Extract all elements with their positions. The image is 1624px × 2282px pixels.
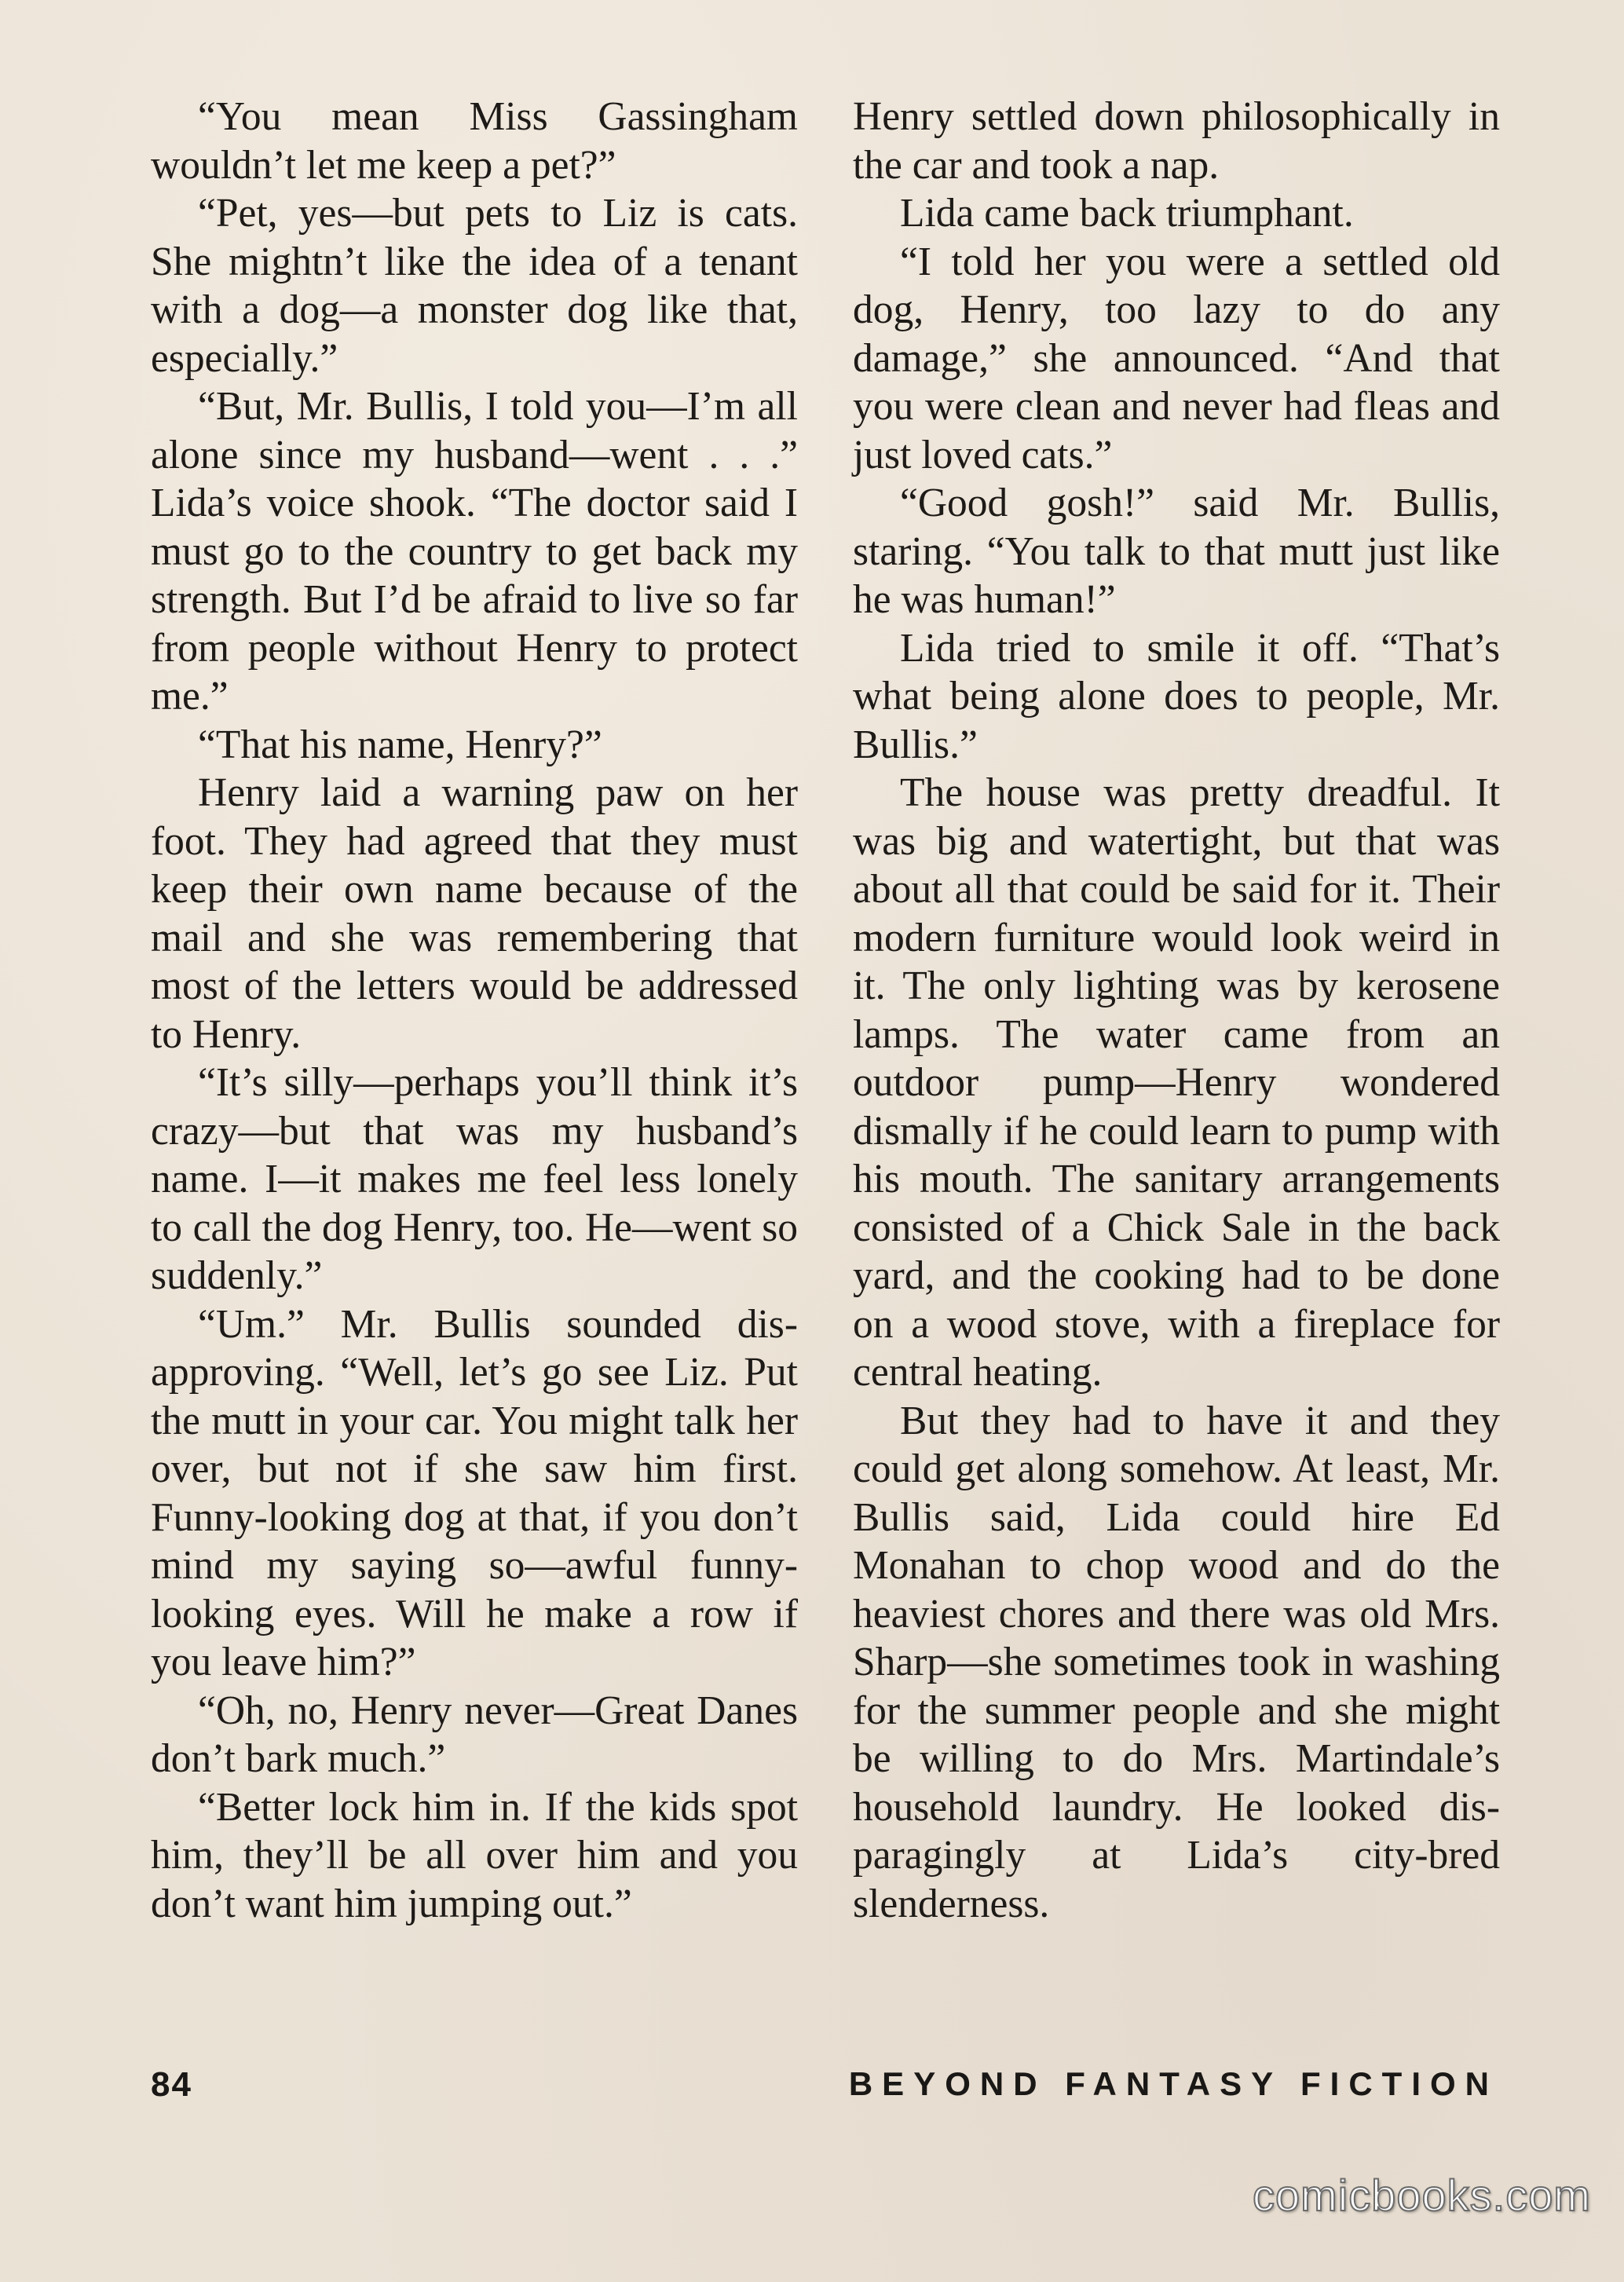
paragraph: “Good gosh!” said Mr. Bullis, staring. “You talk to that mutt just like he was human!”: [853, 481, 1500, 622]
paragraph: Lida came back triumphant.: [900, 191, 1354, 236]
paragraph: “Pet, yes—but pets to Liz is cats. She mightn’t like the idea of a tenant with a dog—a monster dog like that, especially.”: [151, 191, 798, 381]
paragraph: Henry settled down philosophically in the car and took a nap.: [853, 94, 1500, 188]
paragraph: “But, Mr. Bullis, I told you—I’m all alone since my husband—went . . .” Lida’s voice shook. “The doctor said I must go to the country to get back my strength. But I’d be afraid to live so far from people without Henry to protect me.”: [151, 384, 798, 719]
paragraph: The house was pretty dreadful. It was big and watertight, but that was about all that could be said for it. Their modern furniture would look weird in it. The only lighting was by kerosene lamps. The water came from an outdoor pump—Henry wondered dismally if he could learn to pump with his mouth. The sanitary arrangements consisted of a Chick Sale in the back yard, and the cooking had to be done on a wood stove, with a fireplace for central heating.: [853, 770, 1500, 1395]
paragraph: “It’s silly—perhaps you’ll think it’s crazy—but that was my husband’s name. I—it makes me feel less lonely to call the dog Henry, too. He—went so suddenly.”: [151, 1060, 798, 1298]
paragraph: Lida tried to smile it off. “That’s what being alone does to people, Mr. Bullis.”: [853, 625, 1500, 767]
running-title: BEYOND FANTASY FICTION: [848, 2065, 1498, 2102]
paragraph: Henry laid a warning paw on her foot. They had agreed that they must keep their own name because of the mail and she was remembering that most of the letters would be addressed to Henry.: [151, 770, 798, 1057]
paragraph: “That his name, Henry?”: [198, 722, 602, 767]
page-number: 84: [151, 2065, 192, 2104]
paragraph: “Um.” Mr. Bullis sounded disapproving. “Well, let’s go see Liz. Put the mutt in your car. You might talk her over, but not if she saw him first. Funny-looking dog at that, if you don’t mind my saying so—awful funny-looking eyes. Will he make a row if you leave him?”: [151, 1301, 798, 1684]
paragraph: But they had to have it and they could get along somehow. At least, Mr. Bullis said, Lida could hire Ed Monahan to chop wood and do the heaviest chores and there was old Mrs. Sharp—she sometimes took in washing for the summer people and she might be willing to do Mrs. Martindale’s household laundry. He looked disparagingly at Lida’s city-bred slenderness.: [853, 1398, 1500, 1926]
watermark: comicbooks.com: [1252, 2170, 1591, 2220]
right-text-column: [853, 93, 1500, 1928]
paragraph: “You mean Miss Gassingham wouldn’t let me keep a pet?”: [151, 94, 798, 188]
left-text-column: [151, 93, 798, 1928]
paragraph: “Better lock him in. If the kids spot him, they’ll be all over him and you don’t want him jumping out.”: [151, 1784, 798, 1926]
paragraph: “Oh, no, Henry never—Great Danes don’t bark much.”: [151, 1688, 798, 1781]
paragraph: “I told her you were a settled old dog, Henry, too lazy to do any damage,” she announced. “And that you were clean and never had fleas and just loved cats.”: [853, 239, 1500, 477]
